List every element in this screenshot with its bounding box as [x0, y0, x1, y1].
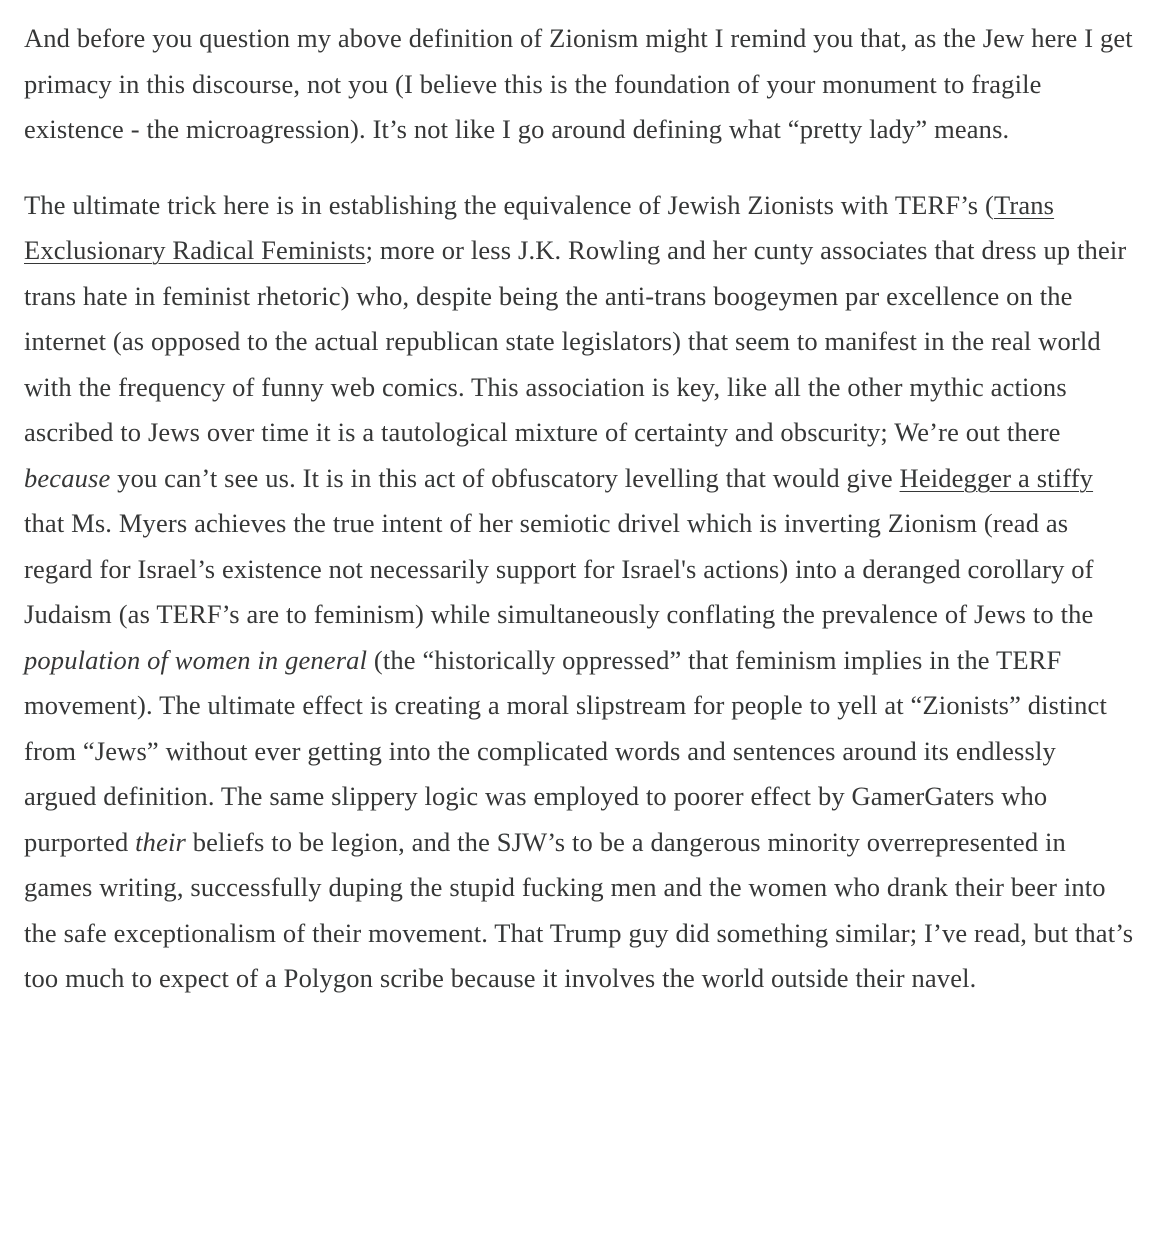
paragraph-text: And before you question my above definition of Zionism might I remind you that, as the Jew here I get primacy in this discourse, not you (I believe this is the foundation of your monument to fragile existence - the microagression). It’s not like I go around defining what “pretty lady” means. [24, 23, 1133, 144]
text-segment: The ultimate trick here is in establishing the equivalence of Jewish Zionists with TERF’s ( [24, 189, 994, 220]
paragraph-definition [24, 16, 1134, 153]
text-segment: that Ms. Myers achieves the true intent of her semiotic drivel which is inverting Zionism (read as regard for Israel’s existence not necessarily support for Israel's actions) into a deranged corollary of Judaism (as TERF’s are to feminism) while simultaneously conflating the prevalence of Jews to the [24, 508, 1094, 629]
link-trans-exclusionary-radical-feminists[interactable]: Trans Exclusionary Radical Feminists [24, 189, 1055, 265]
emphasis-because: because [24, 462, 111, 493]
text-segment: (the “historically oppressed” that feminism implies in the TERF movement). The ultimate effect is creating a moral slipstream for people to yell at “Zionists” distinct from “Jews” without ever getting into the complicated words and sentences around its endlessly argued definition. The same slippery logic was employed to poorer effect by GamerGaters who purported [24, 644, 1107, 857]
emphasis-their: their [135, 826, 186, 857]
emphasis-population: population of women in general [24, 644, 368, 675]
link-heidegger[interactable]: Heidegger a stiffy [899, 462, 1094, 493]
text-segment: you can’t see us. It is in this act of obfuscatory levelling that would give [110, 462, 900, 493]
text-segment: ; more or less J.K. Rowling and her cunty associates that dress up their trans hate in feminist rhetoric) who, despite being the anti-trans boogeymen par excellence on the internet (as opposed to the actual republican state legislators) that seem to manifest in the real world with the frequency of funny web comics. This association is key, like all the other mythic actions ascribed to Jews over time it is a tautological mixture of certainty and obscurity; We’re out there [24, 235, 1127, 447]
paragraph-terf [24, 183, 1134, 1002]
text-segment: beliefs to be legion, and the SJW’s to be a dangerous minority overrepresented in games writing, successfully duping the stupid fucking men and the women who drank their beer into the safe exceptionalism of their movement. That Trump guy did something similar; I’ve read, but that’s too much to expect of a Polygon scribe because it involves the world outside their navel. [24, 826, 1134, 993]
